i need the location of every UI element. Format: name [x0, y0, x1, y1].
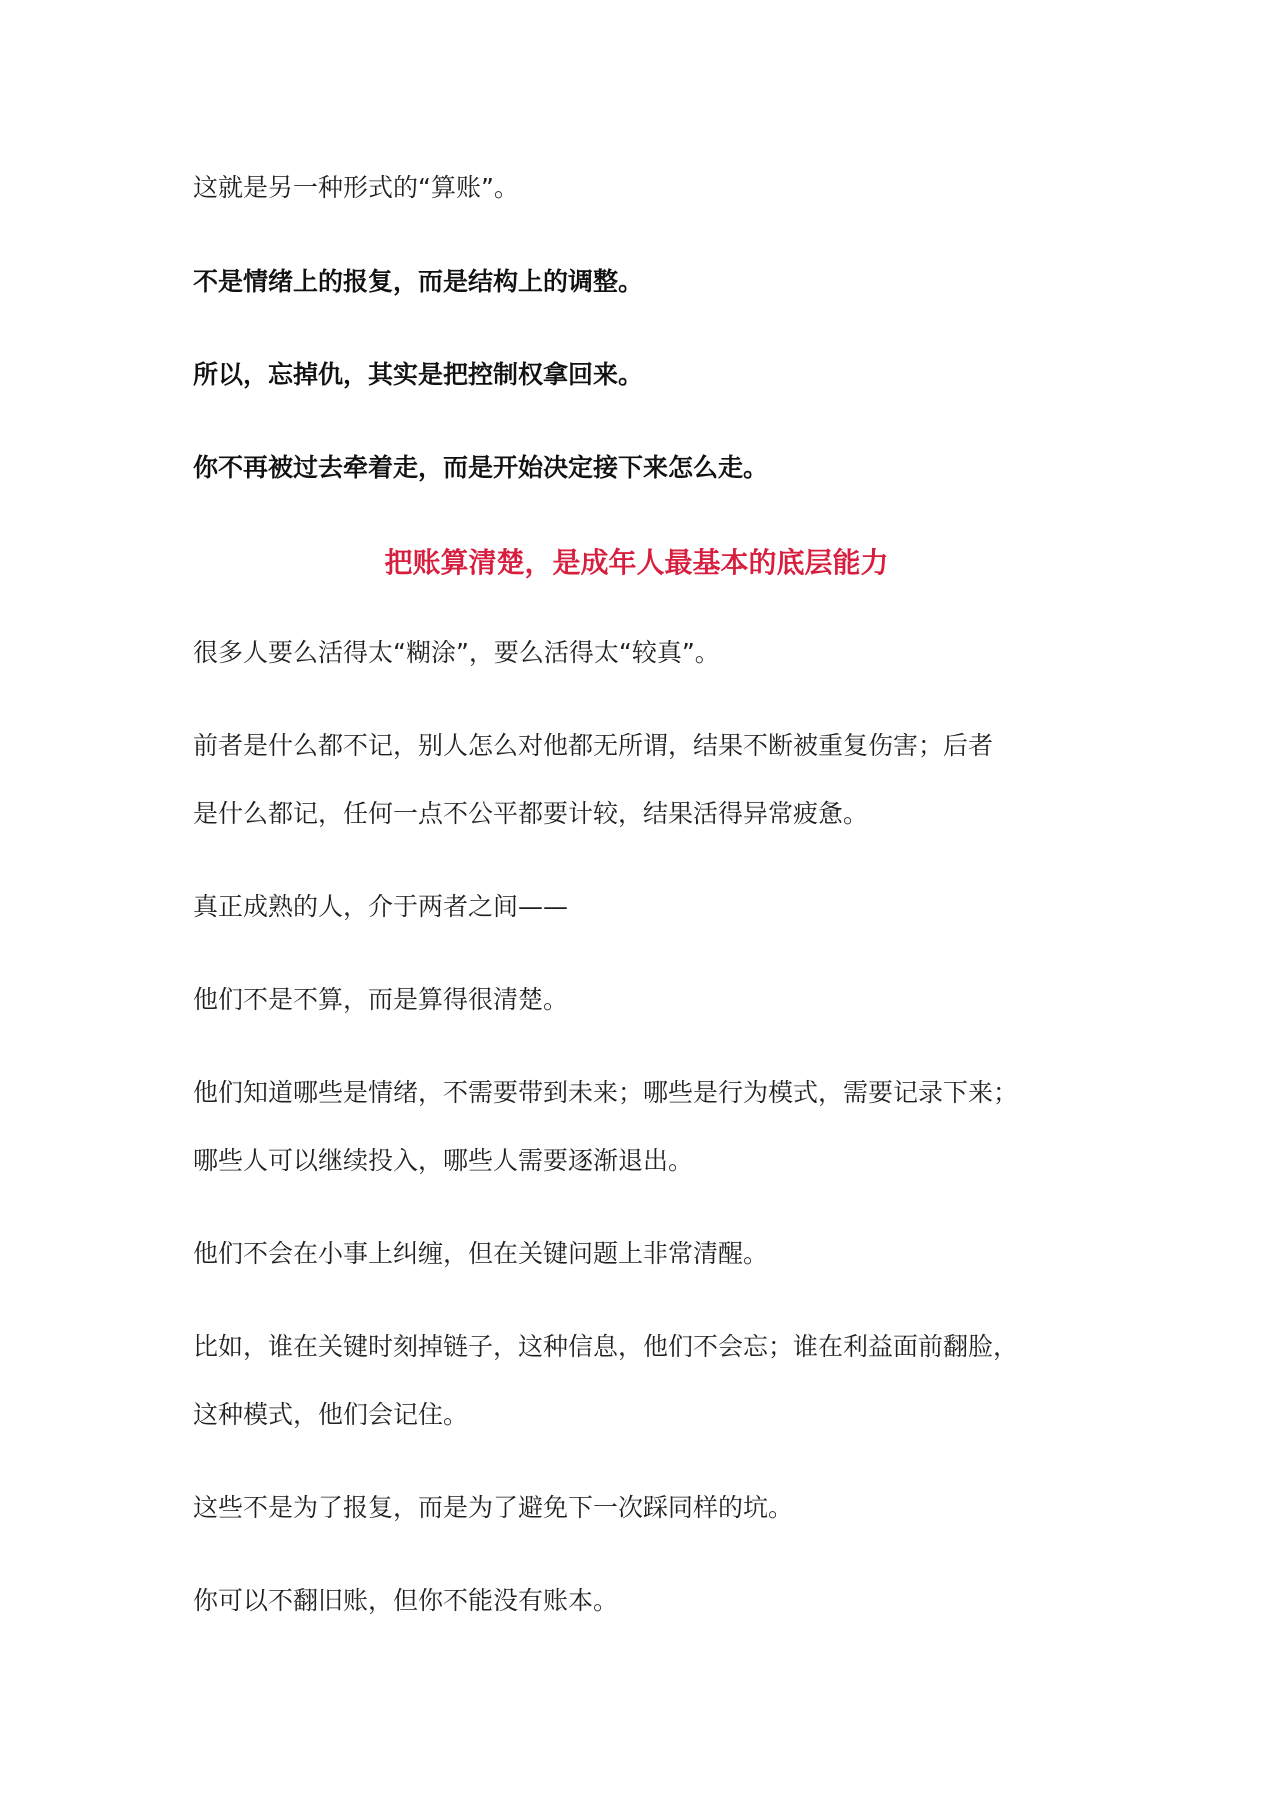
paragraph-line: 他们知道哪些是情绪，不需要带到未来；哪些是行为模式，需要记录下来；	[193, 1078, 1019, 1107]
bold-paragraph-line: 所以，忘掉仇，其实是把控制权拿回来。	[193, 360, 644, 389]
paragraph-line: 你可以不翻旧账，但你不能没有账本。	[193, 1586, 619, 1615]
paragraph-line: 这种模式，他们会记住。	[193, 1400, 469, 1429]
paragraph-line: 哪些人可以继续投入，哪些人需要逐渐退出。	[193, 1146, 694, 1175]
paragraph-line: 他们不是不算，而是算得很清楚。	[193, 985, 569, 1014]
bold-paragraph-line: 你不再被过去牵着走，而是开始决定接下来怎么走。	[193, 453, 769, 482]
paragraph-line: 他们不会在小事上纠缠，但在关键问题上非常清醒。	[193, 1239, 769, 1268]
section-heading: 把账算清楚，是成年人最基本的底层能力	[384, 546, 889, 579]
paragraph-line: 真正成熟的人，介于两者之间——	[193, 892, 569, 921]
paragraph-line: 这些不是为了报复，而是为了避免下一次踩同样的坑。	[193, 1493, 794, 1522]
paragraph-line: 是什么都记，任何一点不公平都要计较，结果活得异常疲惫。	[193, 799, 869, 828]
paragraph-line: 很多人要么活得太“糊涂”，要么活得太“较真”。	[193, 638, 720, 667]
bold-paragraph-line: 不是情绪上的报复，而是结构上的调整。	[193, 267, 644, 296]
paragraph-line: 比如，谁在关键时刻掉链子，这种信息，他们不会忘；谁在利益面前翻脸，	[193, 1332, 1019, 1361]
paragraph-line: 前者是什么都不记，别人怎么对他都无所谓，结果不断被重复伤害；后者	[193, 731, 994, 760]
paragraph-line: 这就是另一种形式的“算账”。	[193, 173, 519, 202]
